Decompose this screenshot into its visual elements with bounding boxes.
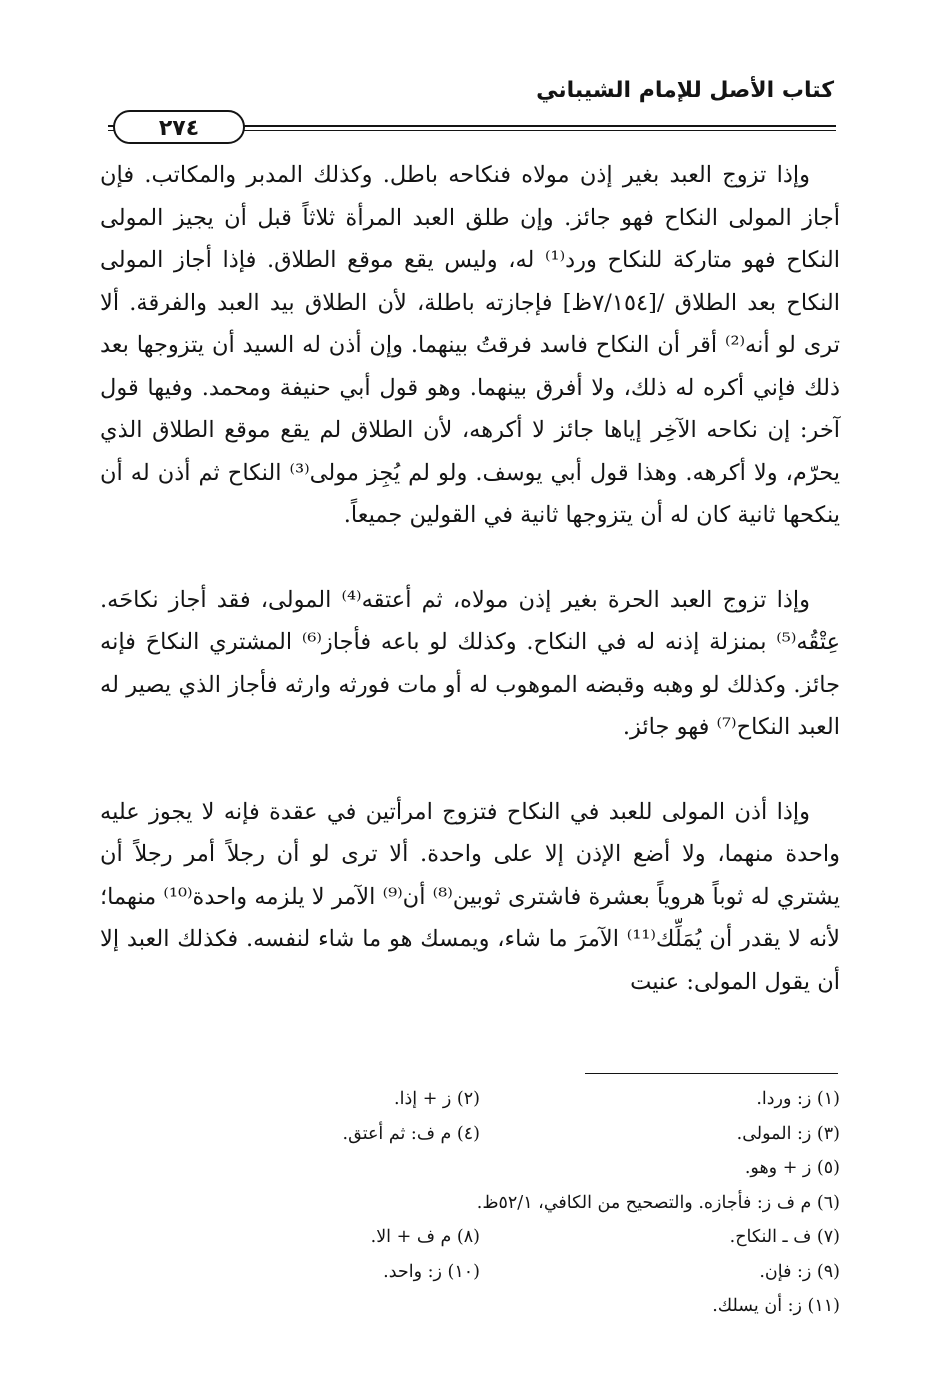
footnote: (١) ز: وردا.: [756, 1089, 840, 1109]
footnote: (١١) ز: أن يسلك.: [712, 1296, 840, 1316]
footnote: (٤) م ف: ثم أعتق.: [342, 1123, 480, 1144]
footnote-row: [100, 1220, 840, 1255]
footnote: (٥) ز + وهو.: [744, 1158, 840, 1178]
footnote-row: [100, 1117, 840, 1152]
page-number: ٢٧٤: [113, 110, 245, 144]
paragraph: وإذا أذن المولى للعبد في النكاح فتزوج امرأتين في عقدة فإنه لا يجوز عليه واحدة منهما، ولا أضع الإذن إلا على واحدة. ألا ترى لو أن رجلاً أمر رجلاً أن يشتري له ثوباً هروياً بعشرة فاشترى ثوبين⁽⁸⁾ أن⁽⁹⁾ الآمر لا يلزمه واحدة⁽¹⁰⁾ منهما؛ لأنه لا يقدر أن يُمَلِّك⁽¹¹⁾ الآمرَ ما شاء، ويمسك هو ما شاء لنفسه. فكذلك العبد إلا أن يقول المولى: عنيت: [100, 798, 840, 995]
paragraph: وإذا تزوج العبد بغير إذن مولاه فنكاحه باطل. وكذلك المدبر والمكاتب. فإن أجاز المولى النكاح فهو جائز. وإن طلق العبد المرأة ثلاثاً قبل أن يجيز المولى النكاح فهو متاركة للنكاح ورد⁽¹⁾ له، وليس يقع موقع الطلاق. فإذا أجاز المولى النكاح بعد الطلاق /[٧/١٥٤ظ] فإجازته باطلة، لأن الطلاق بيد العبد والفرقة. ألا ترى لو أنه⁽²⁾ أقر أن النكاح فاسد فرقتُ بينهما. وإن أذن له السيد أن يتزوجها بعد ذلك فإني أكره له ذلك، ولا أفرق بينهما. وهو قول أبي حنيفة ومحمد. وفيها قول آخر: إن نكاحه الآخِر إياها جائز لا أكرهه، لأن الطلاق لم يقع موقع الطلاق الذي يحرّم، ولا أكرهه. وهذا قول أبي يوسف. ولو لم يُجِز مولى⁽³⁾ النكاح ثم أذن له أن ينكحها ثانية كان له أن يتزوجها ثانية في القولين جميعاً.: [100, 162, 841, 528]
footnote: (٨) م ف + الا.: [370, 1227, 480, 1247]
footnote-separator: [585, 1073, 838, 1074]
footnote: (٩) ز: فإن.: [759, 1261, 840, 1282]
footnote: (٢) ز + إذا.: [394, 1089, 480, 1109]
footnote-row: [100, 1255, 840, 1290]
main-text: [100, 154, 840, 1003]
footnote-row: [100, 1151, 840, 1186]
paragraph: وإذا تزوج العبد الحرة بغير إذن مولاه، ثم أعتقه⁽⁴⁾ المولى، فقد أجاز نكاحَه. عِتْقُه⁽⁵⁾ بمنزلة إذنه له في النكاح. وكذلك لو باعه فأجاز⁽⁶⁾ المشتري النكاحَ فإنه جائز. وكذلك لو وهبه وقبضه الموهوب له أو مات فورثه وارثه فأجاز الذي يصير له العبد النكاح⁽⁷⁾ فهو جائز.: [100, 586, 840, 740]
footnote-row: [100, 1186, 840, 1221]
footnote-row: [100, 1082, 840, 1117]
footnote: (١٠) ز: واحد.: [383, 1261, 480, 1282]
footnotes: [100, 1082, 840, 1324]
footnote: (٣) ز: المولى.: [736, 1123, 840, 1144]
footnote-row: [100, 1289, 840, 1324]
footnote: (٧) ف ـ النكاح.: [729, 1227, 840, 1247]
running-title: كتاب الأصل للإمام الشيباني: [536, 78, 834, 103]
footnote: (٦) م ف ز: فأجازه. والتصحيح من الكافي، ٥٢/١ظ.: [476, 1192, 840, 1213]
